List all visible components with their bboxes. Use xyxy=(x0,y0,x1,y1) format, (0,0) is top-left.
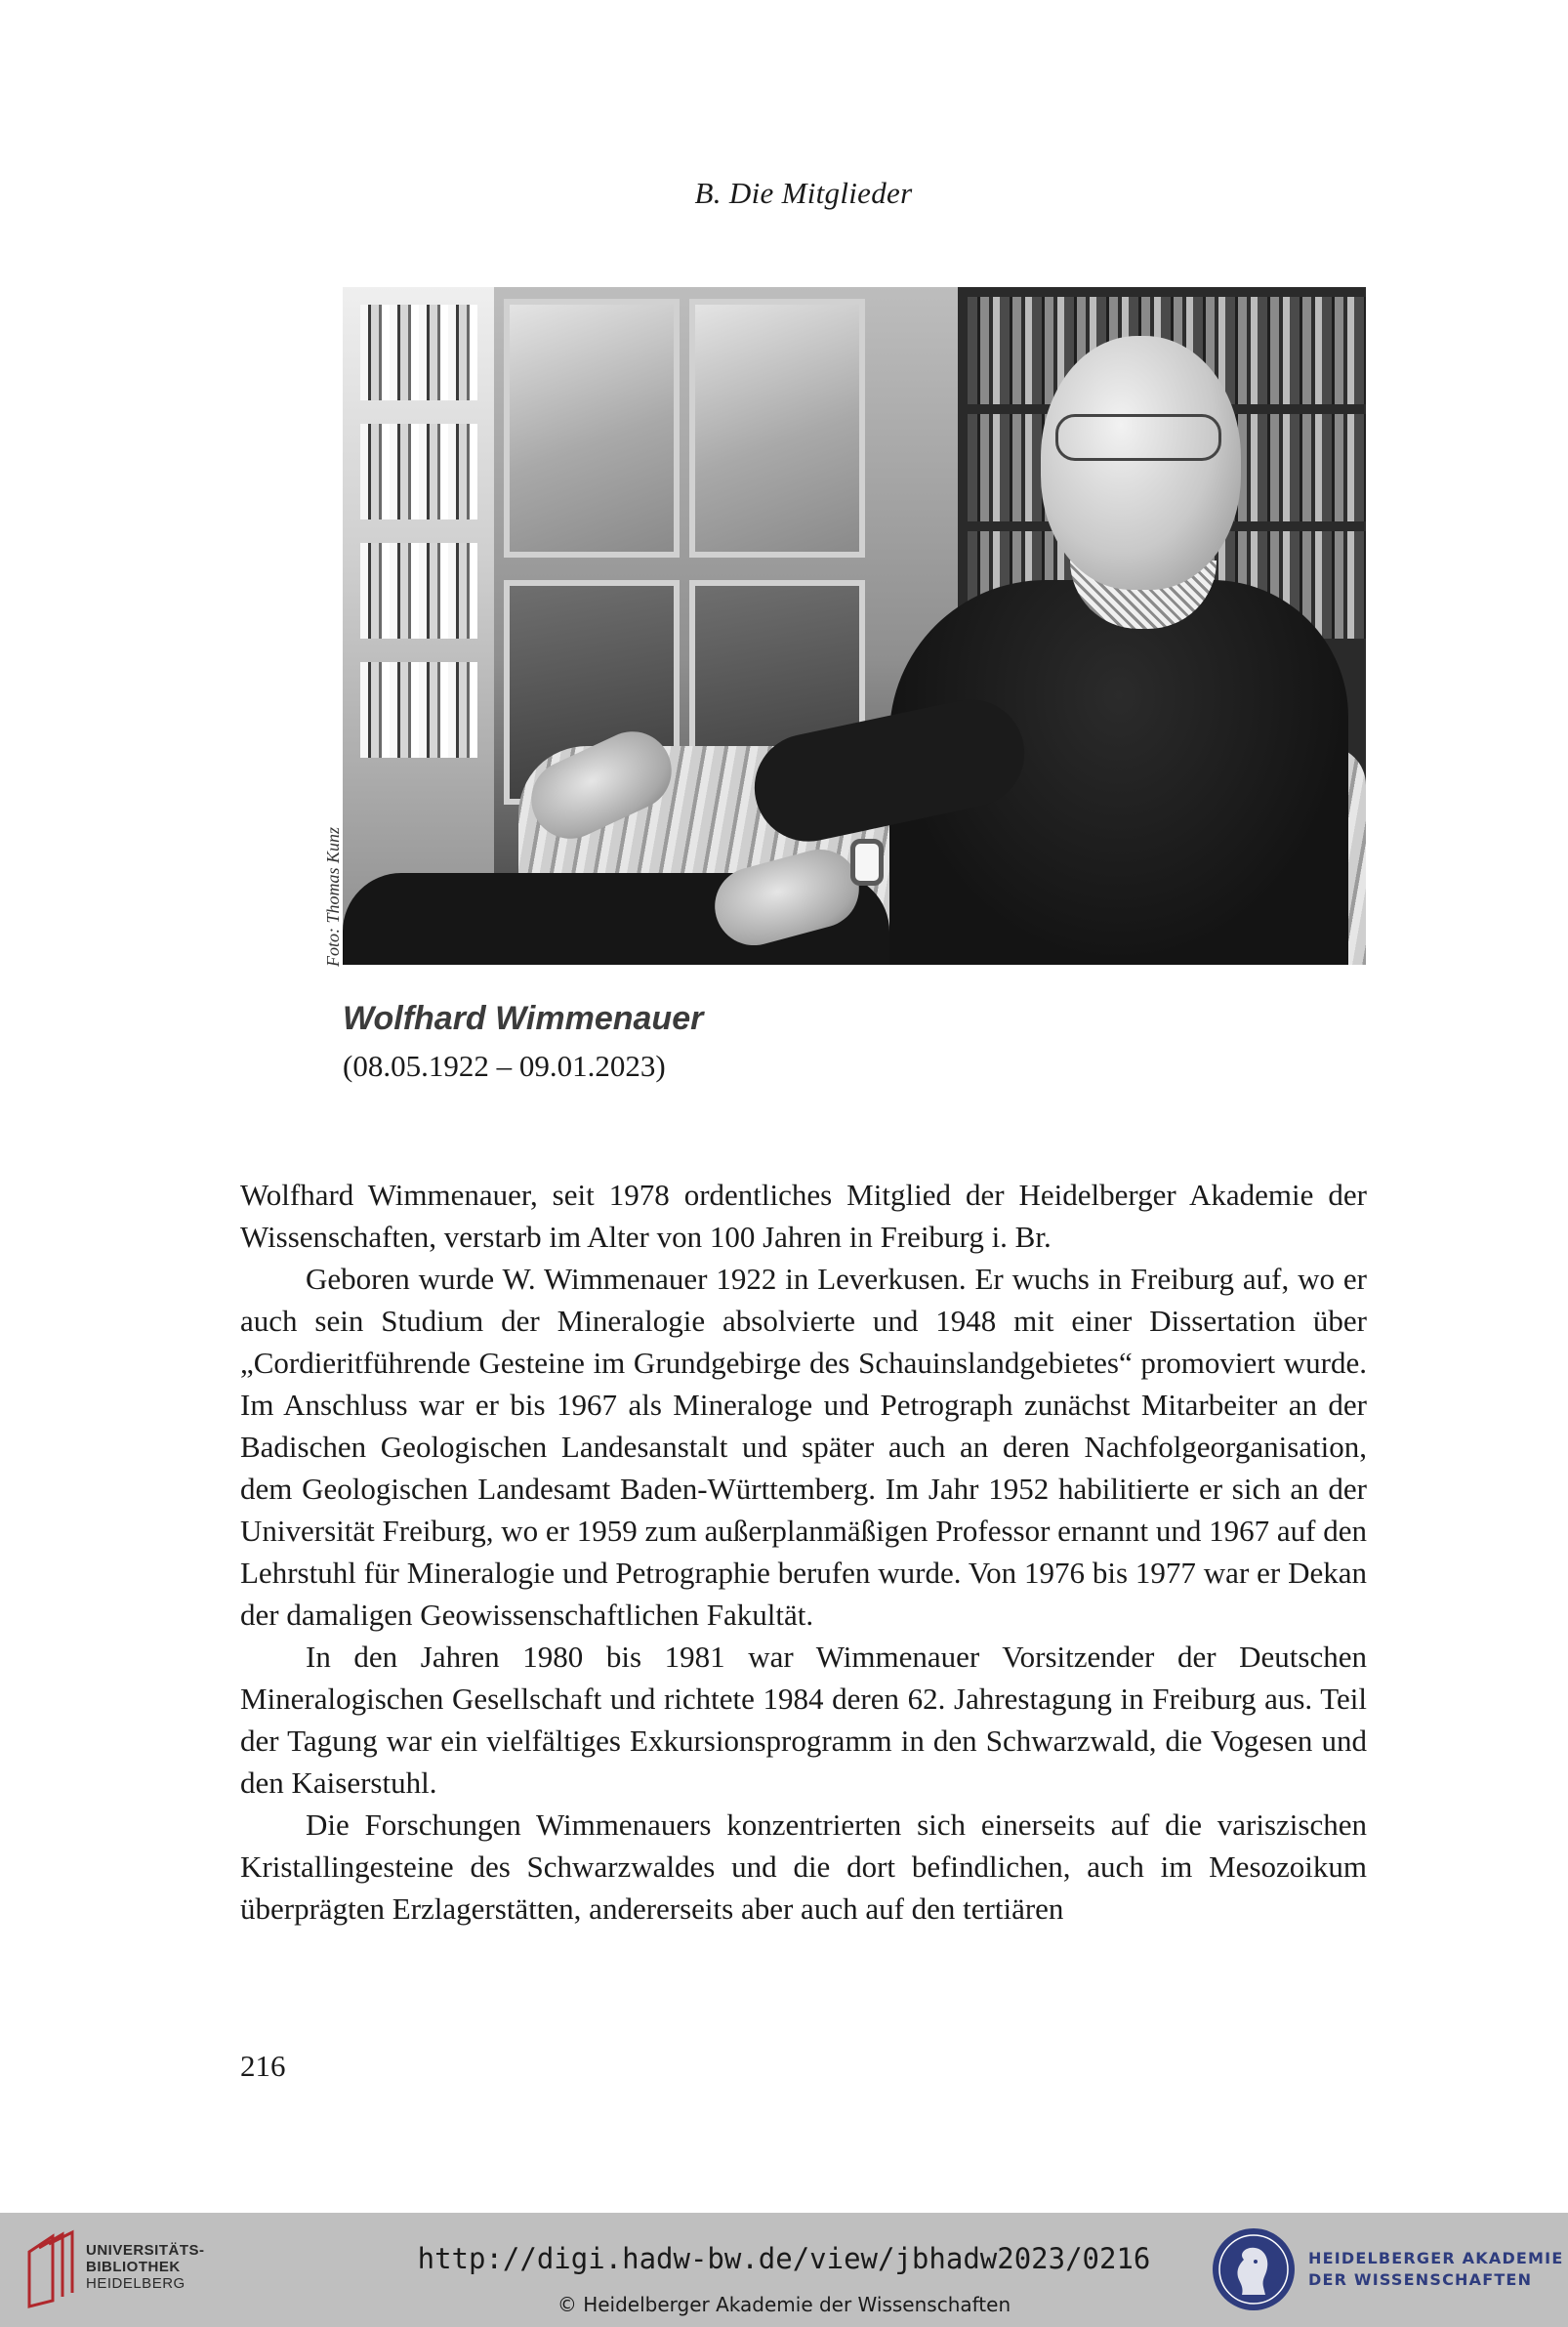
copyright-notice: © Heidelberger Akademie der Wissenschaften xyxy=(557,2293,1011,2316)
academy-name-line: HEIDELBERGER AKADEMIE xyxy=(1308,2249,1564,2267)
running-head: B. Die Mitglieder xyxy=(694,176,913,210)
obituary-text xyxy=(240,1174,1367,1930)
permalink-url[interactable]: http://digi.hadw-bw.de/view/jbhadw2023/0216 xyxy=(417,2242,1151,2275)
glasses xyxy=(1055,414,1221,461)
paragraph: Die Forschungen Wimmenauers konzentrierten sich einerseits auf die variszischen Kristallingesteine des Schwarzwaldes und die dort befindlichen, auch im Mesozoikum überprägten Erzlagerstätten, andererseits aber auch auf den tertiären xyxy=(240,1808,1367,1926)
paragraph: Geboren wurde W. Wimmenauer 1922 in Leverkusen. Er wuchs in Freiburg auf, wo er auch sein Studium der Mineralogie absolvierte und 1948 mit einer Dissertation über „Cordieritführende Gesteine im Grundgebirge des Schauinslandgebietes“ promoviert wurde. Im Anschluss war er bis 1967 als Mineraloge und Petrograph zunächst Mitarbeiter an der Badischen Geologischen Landesanstalt und später auch an deren Nachfolgeorganisation, dem Geologischen Landesamt Baden-Württemberg. Im Jahr 1952 habilitierte er sich an der Universität Freiburg, wo er 1959 zum außerplanmäßigen Professor ernannt und 1967 auf den Lehrstuhl für Mineralogie und Petrographie berufen wurde. Von 1976 bis 1977 war er Dekan der damaligen Geowissenschaftlichen Fakultät. xyxy=(240,1262,1367,1632)
paragraph: In den Jahren 1980 bis 1981 war Wimmenauer Vorsitzender der Deutschen Mineralogischen Gesellschaft und richtete 1984 deren 62. Jahrestagung in Freiburg aus. Teil der Tagung war ein vielfältiges Exkursionsprogramm in den Schwarzwald, die Vogesen und den Kaiserstuhl. xyxy=(240,1640,1367,1800)
academy-name xyxy=(1308,2248,1563,2291)
paragraph: Wolfhard Wimmenauer, seit 1978 ordentliches Mitglied der Heidelberger Akademie der Wissenschaften, verstarb im Alter von 100 Jahren in Freiburg i. Br. xyxy=(240,1178,1367,1254)
books-row xyxy=(360,424,477,519)
cabinet-pane xyxy=(504,299,680,558)
member-dates: (08.05.1922 – 09.01.2023) xyxy=(343,1049,666,1083)
wristwatch xyxy=(850,839,884,886)
academy-seal-icon xyxy=(1211,2226,1297,2312)
member-name: Wolfhard Wimmenauer xyxy=(343,1000,704,1037)
footer-bar xyxy=(0,2213,1568,2327)
head xyxy=(1041,336,1241,590)
page-number: 216 xyxy=(240,2049,286,2083)
library-name-line: UNIVERSITÄTS- xyxy=(86,2242,205,2259)
books-row xyxy=(360,305,477,400)
books-row xyxy=(360,543,477,639)
library-name-line: BIBLIOTHEK xyxy=(86,2259,181,2275)
cabinet-pane xyxy=(689,299,865,558)
library-name-line: HEIDELBERG xyxy=(86,2275,186,2292)
photo-credit: Foto: Thomas Kunz xyxy=(323,826,343,967)
portrait-photo xyxy=(343,287,1366,965)
books-row xyxy=(360,662,477,758)
academy-name-line: DER WISSENSCHAFTEN xyxy=(1308,2270,1533,2289)
